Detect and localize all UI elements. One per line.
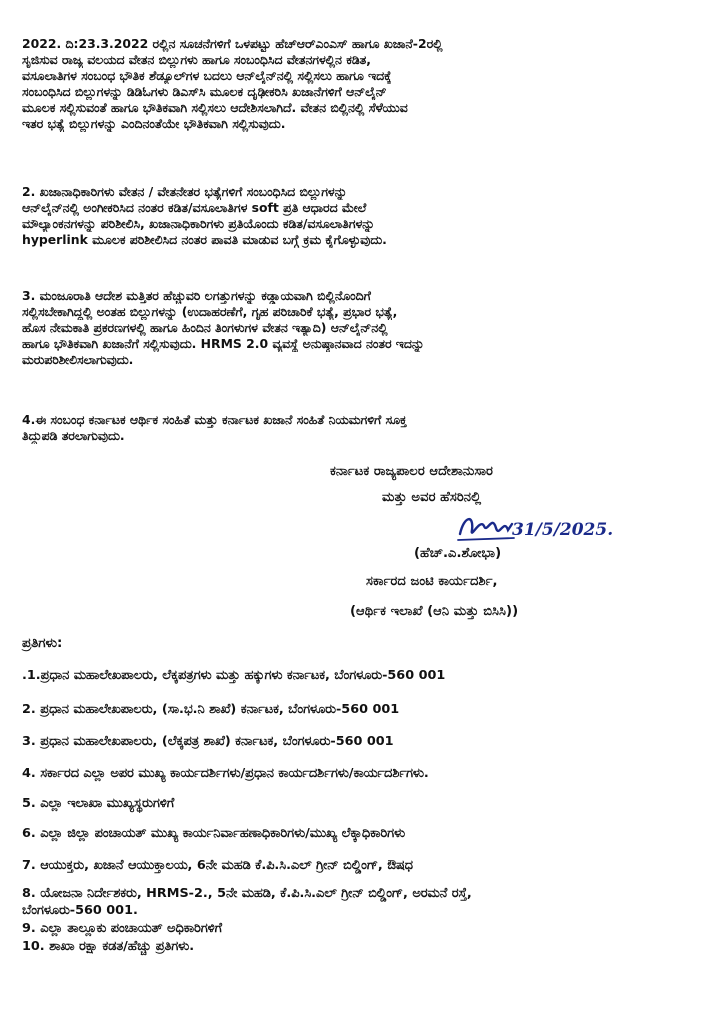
copy-item: 8. ಯೋಜನಾ ನಿರ್ದೇಶಕರು, HRMS-2., 5ನೇ ಮಹಡಿ, ಕೆ.ಪಿ.ಸಿ.ಎಲ್ ಗ್ರೀನ್ ಬಿಲ್ಡಿಂಗ್, ಅರಮನೆ ರಸ್ತೆ, xyxy=(22,886,472,901)
paragraph-line: ಮೂಲಕ ಸಲ್ಲಿಸುವಂತೆ ಹಾಗೂ ಭೌತಿಕವಾಗಿ ಸಲ್ಲಿಸಲು ಆದೇಶಿಸಲಾಗಿದೆ. ವೇತನ ಬಿಲ್ಲಿನಲ್ಲಿ ಸೆಳೆಯುವ xyxy=(22,100,408,115)
paragraph-line: 3. ಮಂಜೂರಾತಿ ಆದೇಶ ಮತ್ತಿತರ ಹೆಚ್ಚುವರಿ ಲಗತ್ತುಗಳನ್ನು ಕಡ್ಡಾಯವಾಗಿ ಬಿಲ್ಲಿನೊಂದಿಗೆ xyxy=(22,288,371,303)
paragraph-3 xyxy=(22,288,712,368)
copy-item: ಬೆಂಗಳೂರು-560 001. xyxy=(22,903,138,918)
paragraph-line: 4.ಈ ಸಂಬಂಧ ಕರ್ನಾಟಕ ಆರ್ಥಿಕ ಸಂಹಿತೆ ಮತ್ತು ಕರ್ನಾಟಕ ಖಜಾನೆ ಸಂಹಿತೆ ನಿಯಮಗಳಿಗೆ ಸೂಕ್ತ xyxy=(22,412,407,427)
order-authority-line-2: ಮತ್ತು ಅವರ ಹೆಸರಿನಲ್ಲಿ xyxy=(382,490,482,505)
paragraph-1 xyxy=(22,36,712,132)
paragraph-line: ಇತರ ಭತ್ಯೆ ಬಿಲ್ಲುಗಳನ್ನು ಎಂದಿನಂತೆಯೇ ಭೌತಿಕವಾಗಿ ಸಲ್ಲಿಸುವುದು. xyxy=(22,116,286,131)
signature-date: 31/5/2025. xyxy=(512,520,614,540)
paragraph-line: ಸೃಜಿಸುವ ರಾಜ್ಯ ವಲಯದ ವೇತನ ಬಿಲ್ಲುಗಳು ಹಾಗೂ ಸಂಬಂಧಿಸಿದ ವೇತನಗಳಲ್ಲಿನ ಕಡಿತ, xyxy=(22,52,371,67)
paragraph-line: ಸಂಬಂಧಿಸಿದ ಬಿಲ್ಲುಗಳನ್ನು ಡಿಡಿಓಗಳು ಡಿಎಸ್‌ಸಿ ಮೂಲಕ ದೃಢೀಕರಿಸಿ ಖಜಾನೆಗಳಿಗೆ ಆನ್‌ಲೈನ್ xyxy=(22,84,387,99)
copy-item: 2. ಪ್ರಧಾನ ಮಹಾಲೇಖಪಾಲರು, (ಸಾ.ಭ.ನಿ ಶಾಖೆ) ಕರ್ನಾಟಕ, ಬೆಂಗಳೂರು-560 001 xyxy=(22,702,400,717)
copy-item: 10. ಶಾಖಾ ರಕ್ಷಾ ಕಡತ/ಹೆಚ್ಚು ಪ್ರತಿಗಳು. xyxy=(22,939,195,954)
copy-item: .1.ಪ್ರಧಾನ ಮಹಾಲೇಖಪಾಲರು, ಲೆಕ್ಕಪತ್ರಗಳು ಮತ್ತು ಹಕ್ಕುಗಳು ಕರ್ನಾಟಕ, ಬೆಂಗಳೂರು-560 001 xyxy=(22,668,446,683)
copy-item: 3. ಪ್ರಧಾನ ಮಹಾಲೇಖಪಾಲರು, (ಲೆಕ್ಕಪತ್ರ ಶಾಖೆ) ಕರ್ನಾಟಕ, ಬೆಂಗಳೂರು-560 001 xyxy=(22,734,394,749)
paragraph-line: ವಸೂಲಾತಿಗಳ ಸಂಬಂಧ ಭೌತಿಕ ಶೆಡ್ಯೂಲ್‌ಗಳ ಬದಲು ಆನ್‌ಲೈನ್‌ನಲ್ಲಿ ಸಲ್ಲಿಸಲು ಹಾಗೂ ಇದಕ್ಕೆ xyxy=(22,68,392,83)
paragraph-line: hyperlink ಮೂಲಕ ಪರಿಶೀಲಿಸಿದ ನಂತರ ಪಾವತಿ ಮಾಡುವ ಬಗ್ಗೆ ಕ್ರಮ ಕೈಗೊಳ್ಳುವುದು. xyxy=(22,232,387,247)
paragraph-line: ಹೊಸ ನೇಮಕಾತಿ ಪ್ರಕರಣಗಳಲ್ಲಿ ಹಾಗೂ ಹಿಂದಿನ ತಿಂಗಳುಗಳ ವೇತನ ಇತ್ಯಾದಿ) ಆನ್‌ಲೈನ್‌ನಲ್ಲಿ xyxy=(22,320,388,335)
copy-item: 7. ಆಯುಕ್ತರು, ಖಜಾನೆ ಆಯುಕ್ತಾಲಯ, 6ನೇ ಮಹಡಿ ಕೆ.ಪಿ.ಸಿ.ಎಲ್ ಗ್ರೀನ್ ಬಿಲ್ಡಿಂಗ್, ಔಷಧ xyxy=(22,858,413,873)
paragraph-line: ಸಲ್ಲಿಸಬೇಕಾಗಿದ್ದಲ್ಲಿ ಅಂತಹ ಬಿಲ್ಲುಗಳನ್ನು (ಉದಾಹರಣೆಗೆ, ಗೃಹ ಪರಿಚಾರಿಕೆ ಭತ್ಯೆ, ಪ್ರಭಾರ ಭತ್ಯೆ, xyxy=(22,304,398,319)
paragraph-line: ಮೌಲ್ಯಾಂಕನಗಳನ್ನು ಪರಿಶೀಲಿಸಿ, ಖಜಾನಾಧಿಕಾರಿಗಳು ಪ್ರತಿಯೊಂದು ಕಡಿತ/ವಸೂಲಾತಿಗಳನ್ನು xyxy=(22,216,375,231)
signatory-designation: ಸರ್ಕಾರದ ಜಂಟಿ ಕಾರ್ಯದರ್ಶಿ, xyxy=(366,574,498,589)
signatory-name: (ಹೆಚ್.ಎ.ಶೋಭಾ) xyxy=(414,546,502,561)
paragraph-4 xyxy=(22,412,712,444)
paragraph-line: ಆನ್‌ಲೈನ್‌ನಲ್ಲಿ ಅಂಗೀಕರಿಸಿದ ನಂತರ ಕಡಿತ/ವಸೂಲಾತಿಗಳ soft ಪ್ರತಿ ಆಧಾರದ ಮೇಲೆ xyxy=(22,200,367,215)
copy-item: 9. ಎಲ್ಲಾ ತಾಲ್ಲೂಕು ಪಂಚಾಯತ್ ಅಧಿಕಾರಿಗಳಿಗೆ xyxy=(22,921,223,936)
paragraph-line: ಮರುಪರಿಶೀಲಿಸಲಾಗುವುದು. xyxy=(22,352,134,367)
copy-item: 4. ಸರ್ಕಾರದ ಎಲ್ಲಾ ಅಪರ ಮುಖ್ಯ ಕಾರ್ಯದರ್ಶಿಗಳು/ಪ್ರಧಾನ ಕಾರ್ಯದರ್ಶಿಗಳು/ಕಾರ್ಯದರ್ಶಿಗಳು. xyxy=(22,766,429,781)
copies-heading: ಪ್ರತಿಗಳು: xyxy=(22,636,63,651)
paragraph-2 xyxy=(22,184,712,248)
paragraph-line: 2. ಖಜಾನಾಧಿಕಾರಿಗಳು ವೇತನ / ವೇತನೇತರ ಭತ್ಯೆಗಳಿಗೆ ಸಂಬಂಧಿಸಿದ ಬಿಲ್ಲುಗಳನ್ನು xyxy=(22,184,348,199)
paragraph-line: ಹಾಗೂ ಭೌತಿಕವಾಗಿ ಖಜಾನೆಗೆ ಸಲ್ಲಿಸುವುದು. HRMS 2.0 ವ್ಯವಸ್ಥೆ ಅನುಷ್ಠಾನವಾದ ನಂತರ ಇದನ್ನು xyxy=(22,336,425,351)
paragraph-line: ತಿದ್ದುಪಡಿ ತರಲಾಗುವುದು. xyxy=(22,428,125,443)
signatory-department: (ಆರ್ಥಿಕ ಇಲಾಖೆ (ಆನಿ ಮತ್ತು ಬಿಸಿಸಿ)) xyxy=(350,604,519,619)
paragraph-line: 2022. ದಿ:23.3.2022 ರಲ್ಲಿನ ಸೂಚನೆಗಳಿಗೆ ಒಳಪಟ್ಟು ಹೆಚ್‌ಆರ್‌ಎಂಎಸ್ ಹಾಗೂ ಖಜಾನೆ-2ರಲ್ಲಿ xyxy=(22,36,443,51)
order-authority-line: ಕರ್ನಾಟಕ ರಾಜ್ಯಪಾಲರ ಆದೇಶಾನುಸಾರ xyxy=(330,464,494,479)
copy-item: 5. ಎಲ್ಲಾ ಇಲಾಖಾ ಮುಖ್ಯಸ್ಥರುಗಳಿಗೆ xyxy=(22,796,175,811)
copy-item: 6. ಎಲ್ಲಾ ಜಿಲ್ಲಾ ಪಂಚಾಯತ್ ಮುಖ್ಯ ಕಾರ್ಯನಿರ್ವಾಹಣಾಧಿಕಾರಿಗಳು/ಮುಖ್ಯ ಲೆಕ್ಕಾಧಿಕಾರಿಗಳು xyxy=(22,826,406,841)
